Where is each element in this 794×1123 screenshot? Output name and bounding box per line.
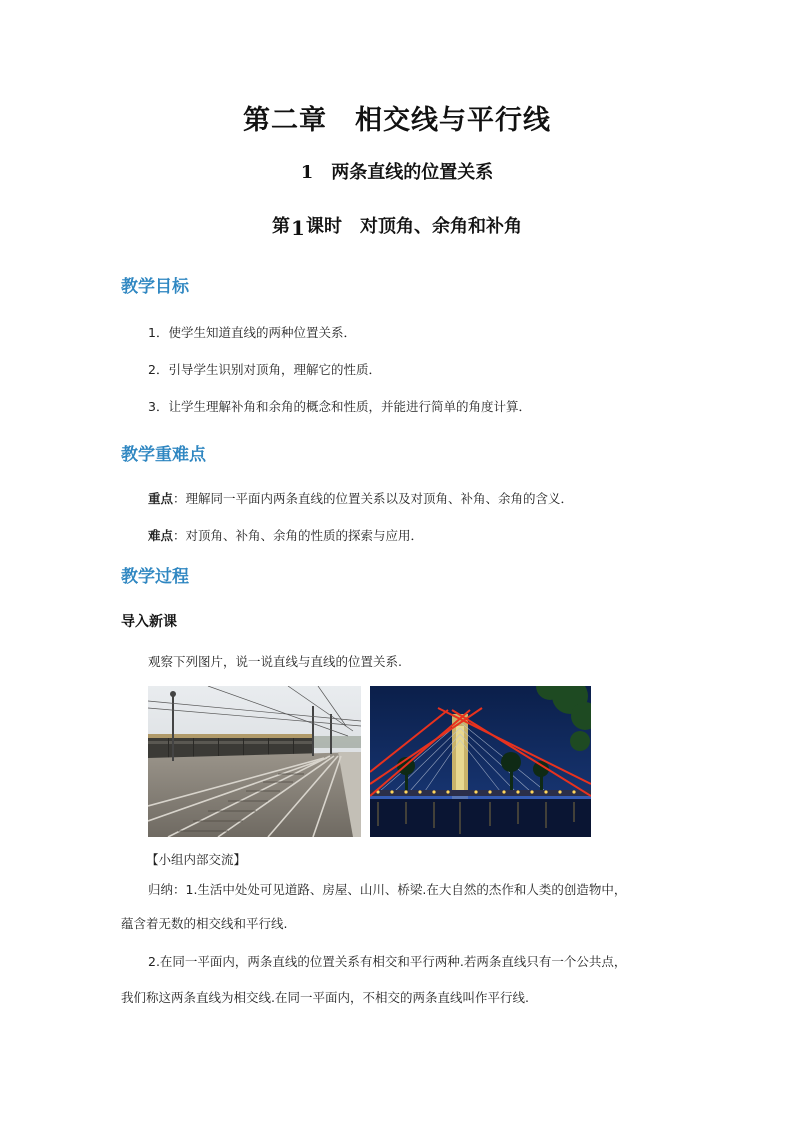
focus-paragraph <box>148 489 573 507</box>
process-heading: 教学过程 <box>121 567 189 587</box>
objectives-heading: 教学目标 <box>121 277 189 297</box>
intro-heading: 导入新课 <box>121 614 177 630</box>
intro-text: 观察下列图片，说一说直线与直线的位置关系. <box>148 654 402 669</box>
section-number: 1 <box>300 162 314 183</box>
summary-line: 蕴含着无数的相交线和平行线. <box>121 916 288 931</box>
lesson-suffix: 课时 对顶角、余角和补角 <box>305 216 522 237</box>
key-points-heading: 教学重难点 <box>121 445 206 465</box>
bridge-photo <box>370 686 591 837</box>
railway-photo <box>148 686 361 837</box>
chapter-title: 第二章 相交线与平行线 <box>243 105 551 136</box>
objective-item: 2．引导学生识别对顶角，理解它的性质． <box>148 362 381 377</box>
group-discussion-label: 【小组内部交流】 <box>146 852 247 867</box>
summary-line: 2.在同一平面内，两条直线的位置关系有相交和平行两种.若两条直线只有一个公共点， <box>148 954 627 969</box>
difficulty-label: 难点 <box>148 528 174 543</box>
summary-line: 归纳：1.生活中处处可见道路、房屋、山川、桥梁.在大自然的杰作和人类的创造物中， <box>148 882 627 897</box>
difficulty-paragraph <box>148 526 423 544</box>
section-title-text: 两条直线的位置关系 <box>331 162 494 183</box>
lesson-title <box>0 212 794 238</box>
lesson-prefix: 第 <box>272 216 291 237</box>
difficulty-text: ：对顶角、补角、余角的性质的探索与应用． <box>173 528 424 543</box>
focus-text: ：理解同一平面内两条直线的位置关系以及对顶角、补角、余角的含义． <box>173 491 574 506</box>
lesson-number: 1 <box>291 216 305 240</box>
summary-line: 我们称这两条直线为相交线.在同一平面内，不相交的两条直线叫作平行线. <box>121 990 529 1005</box>
objective-item: 1．使学生知道直线的两种位置关系． <box>148 325 356 340</box>
section-title <box>0 158 794 184</box>
focus-label: 重点 <box>148 491 174 506</box>
objective-item: 3．让学生理解补角和余角的概念和性质，并能进行简单的角度计算． <box>148 399 531 414</box>
